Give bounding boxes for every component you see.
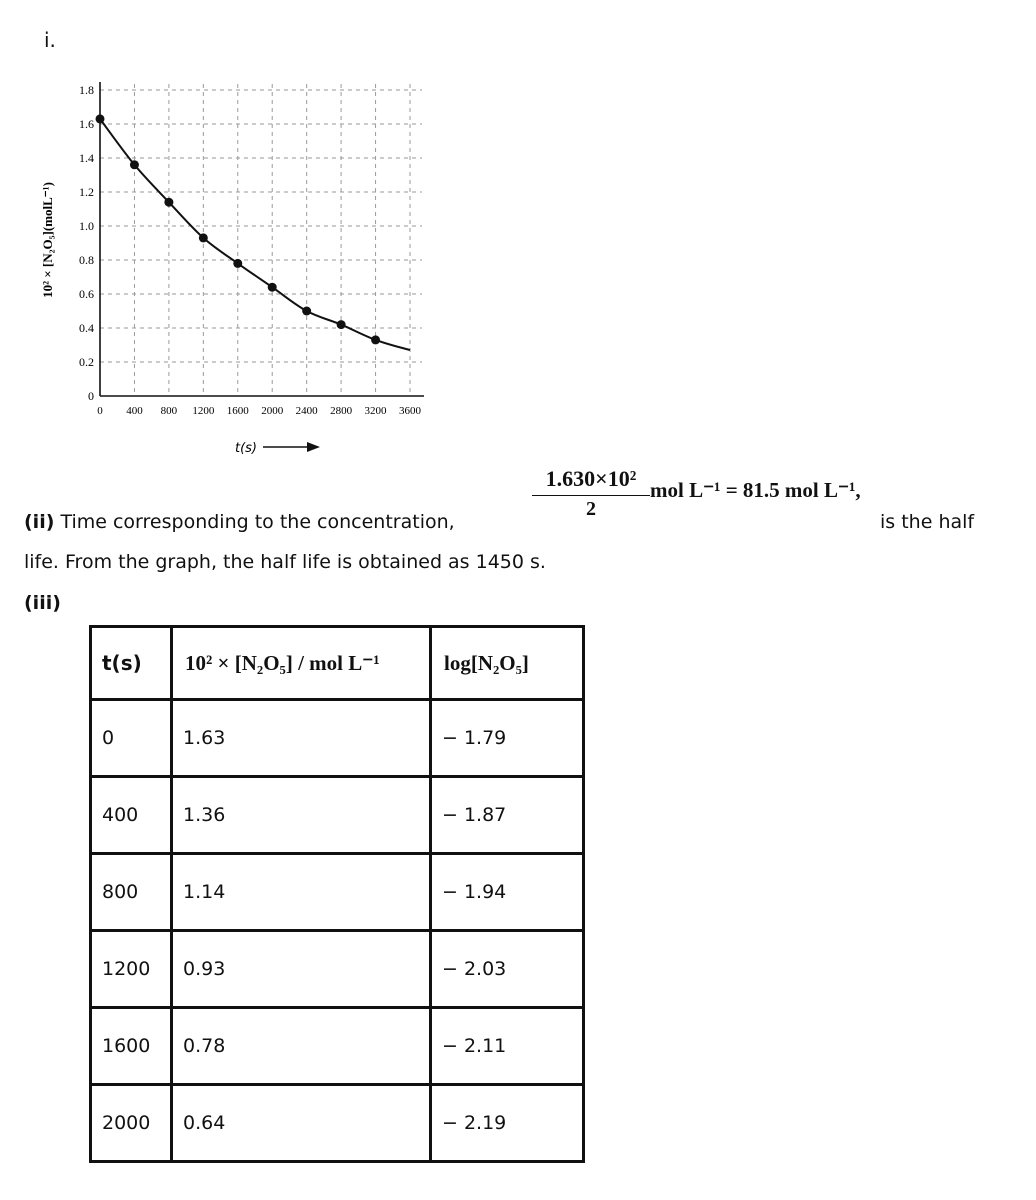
- cell-log: − 1.87: [431, 777, 584, 854]
- y-tick-label: 1.2: [79, 185, 94, 199]
- fraction-bar: [532, 495, 650, 496]
- concentration-time-chart: [0, 70, 460, 470]
- cell-concentration: 1.36: [172, 777, 431, 854]
- cell-time: 1600: [91, 1008, 172, 1085]
- x-tick-label: 1200: [192, 405, 215, 417]
- part-ii-label: (ii): [24, 511, 55, 533]
- equation-result: mol L⁻¹ = 81.5 mol L⁻¹,: [650, 478, 861, 502]
- cell-concentration: 1.63: [172, 700, 431, 777]
- y-tick-label: 1.4: [79, 151, 94, 165]
- table-row: [91, 700, 584, 777]
- cell-concentration: 1.14: [172, 854, 431, 931]
- cell-concentration: 0.78: [172, 1008, 431, 1085]
- chart-ticks: [79, 83, 422, 417]
- y-tick-label: 0.8: [79, 253, 94, 267]
- part-ii-text: Time corresponding to the concentration,: [54, 511, 455, 533]
- data-point: [164, 198, 173, 207]
- cell-log: − 1.79: [431, 700, 584, 777]
- cell-concentration: 0.64: [172, 1085, 431, 1162]
- cell-log: − 2.19: [431, 1085, 584, 1162]
- chart-grid: [100, 84, 422, 396]
- data-point: [233, 259, 242, 268]
- cell-time: 2000: [91, 1085, 172, 1162]
- data-point: [371, 335, 380, 344]
- data-point: [302, 307, 311, 316]
- data-table: [89, 625, 585, 1163]
- table-row: [91, 777, 584, 854]
- x-tick-label: 2000: [261, 405, 284, 417]
- x-tick-label: 0: [97, 405, 103, 417]
- y-tick-label: 0.2: [79, 355, 94, 369]
- cell-time: 400: [91, 777, 172, 854]
- header-concentration: 10² × [N₂O₅] / mol L⁻¹: [172, 627, 431, 700]
- data-point: [130, 160, 139, 169]
- y-tick-label: 1.6: [79, 117, 94, 131]
- data-point: [337, 320, 346, 329]
- decay-curve: [100, 119, 410, 350]
- header-log-concentration: log[N₂O₅]: [431, 627, 584, 700]
- header-time: t(s): [91, 627, 172, 700]
- data-point: [199, 233, 208, 242]
- part-ii-line2: life. From the graph, the half life is obtained as 1450 s.: [24, 551, 546, 573]
- table-row: [91, 1008, 584, 1085]
- data-point: [96, 114, 105, 123]
- x-tick-label: 800: [160, 405, 178, 417]
- table-row: [91, 1085, 584, 1162]
- fraction-denominator: 2: [586, 498, 596, 520]
- data-point: [268, 283, 277, 292]
- y-tick-label: 0.6: [79, 287, 94, 301]
- x-axis-label-group: [235, 441, 320, 456]
- part-iii-label: (iii): [24, 592, 61, 614]
- table-header-row: [91, 627, 584, 700]
- cell-time: 800: [91, 854, 172, 931]
- part-ii-tail: is the half: [880, 511, 975, 533]
- x-tick-label: 400: [126, 405, 143, 417]
- y-tick-label: 0: [88, 389, 94, 403]
- half-concentration-fraction: [532, 466, 650, 521]
- x-tick-label: 3200: [364, 405, 387, 417]
- x-tick-label: 2800: [330, 405, 353, 417]
- x-axis-arrow-head: [307, 442, 320, 452]
- x-tick-label: 2400: [295, 405, 318, 417]
- table-row: [91, 854, 584, 931]
- cell-log: − 1.94: [431, 854, 584, 931]
- cell-time: 0: [91, 700, 172, 777]
- y-axis-label: 10² × [N₂O₅](molL⁻¹): [40, 182, 55, 298]
- x-tick-label: 1600: [226, 405, 249, 417]
- cell-time: 1200: [91, 931, 172, 1008]
- fraction-numerator: 1.630×10²: [545, 466, 637, 491]
- cell-concentration: 0.93: [172, 931, 431, 1008]
- part-i-label: i.: [44, 28, 56, 52]
- x-tick-label: 3600: [399, 405, 421, 417]
- cell-log: − 2.03: [431, 931, 584, 1008]
- part-ii-line1: [24, 511, 455, 533]
- y-tick-label: 1.8: [79, 83, 94, 97]
- table-row: [91, 931, 584, 1008]
- y-tick-label: 0.4: [79, 321, 94, 335]
- x-axis-label: t(s): [234, 441, 258, 456]
- y-tick-label: 1.0: [79, 219, 94, 233]
- cell-log: − 2.11: [431, 1008, 584, 1085]
